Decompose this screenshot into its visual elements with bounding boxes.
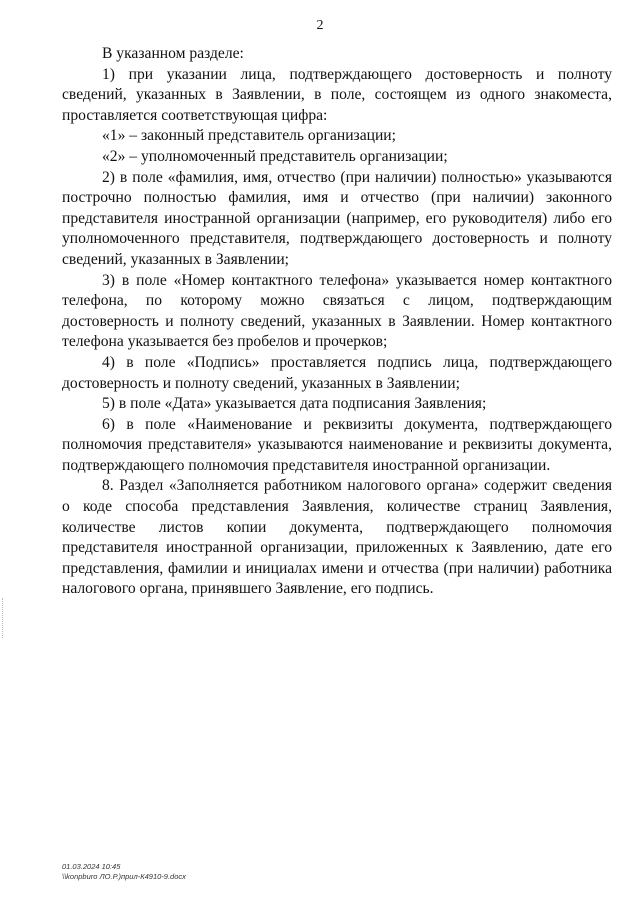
paragraph-section-8: 8. Раздел «Заполняется работником налогового органа» содержит сведения о коде способа представления Заявления, количестве страниц Заявления, количестве листов копии документа, подтверждающего полномочия представителя иностранной организации, приложенных к Заявлению, дате его представления, фамилии и инициалах имени и отчества (при наличии) работника налогового органа, принявшего Заявление, его подпись.: [62, 477, 612, 598]
paragraph-item-5: 5) в поле «Дата» указывается дата подписания Заявления;: [102, 395, 487, 413]
paragraph-item-3: 3) в поле «Номер контактного телефона» указывается номер контактного телефона, по которому можно связаться с лицом, подтверждающим достоверность и полноту сведений, указанных в Заявлении. Номер контактного телефона указывается без пробелов и прочерков;: [62, 271, 612, 351]
page-number: 2: [316, 18, 324, 33]
paragraph-option-2: «2» – уполномоченный представитель организации;: [102, 147, 448, 165]
paragraph-item-4: 4) в поле «Подпись» проставляется подпись лица, подтверждающего достоверность и полноту сведений, указанных в Заявлении;: [62, 353, 612, 392]
paragraph-item-1: 1) при указании лица, подтверждающего достоверность и полноту сведений, указанных в Заявлении, в поле, состоящем из одного знакоместа, проставляется соответствующая цифра:: [62, 65, 612, 124]
paragraph-option-1: «1» – законный представитель организации;: [102, 127, 396, 145]
document-footer: [62, 862, 186, 882]
footer-file-path: \\konpburo ЛО.Р.)прил-К4910-9.docx: [62, 872, 186, 881]
paragraph-item-6: 6) в поле «Наименование и реквизиты документа, подтверждающего полномочия представителя» указываются наименование и реквизиты документа, подтверждающего полномочия представителя иностранной организации.: [62, 415, 612, 474]
document-body: [62, 44, 612, 600]
footer-timestamp: 01.03.2024 10:45: [62, 862, 121, 871]
scan-edge-mark: [2, 598, 4, 638]
paragraph-section-intro: В указанном разделе:: [102, 45, 244, 62]
paragraph-item-2: 2) в поле «фамилия, имя, отчество (при наличии) полностью» указываются построчно полностью фамилия, имя и отчество (при наличии) законного представителя иностранной организации (например, его руководителя) либо его уполномоченного представителя, подтверждающего достоверность и полноту сведений, указанных в Заявлении;: [62, 168, 612, 268]
